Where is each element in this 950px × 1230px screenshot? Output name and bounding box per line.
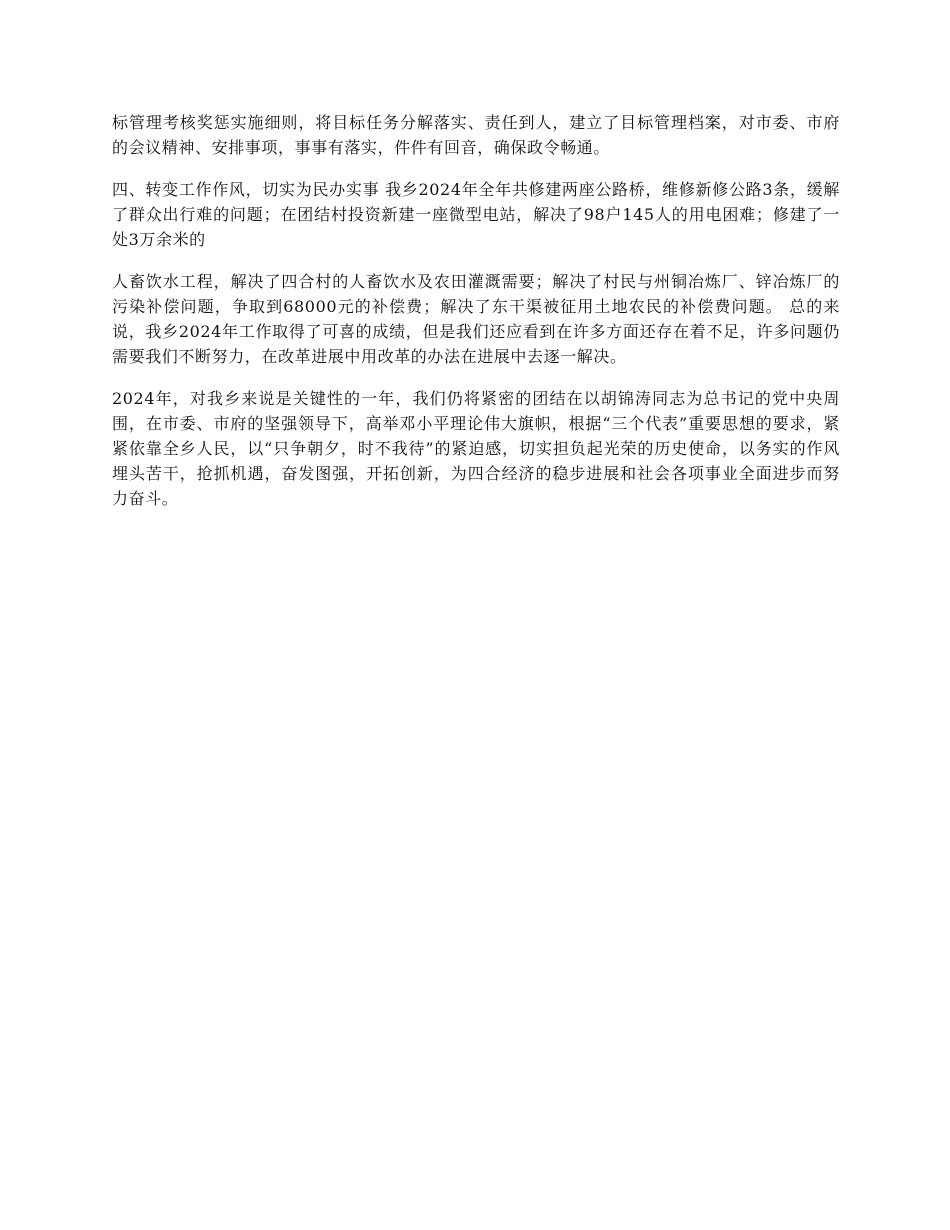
document-body [112, 110, 840, 528]
paragraph-1: 标管理考核奖惩实施细则，将目标任务分解落实、责任到人，建立了目标管理档案，对市委、市府的会议精神、安排事项，事事有落实，件件有回音，确保政令畅通。 [112, 113, 840, 157]
paragraph-2: 四、转变工作作风，切实为民办实事 我乡2024年全年共修建两座公路桥，维修新修公路3条，缓解了群众出行难的问题；在团结村投资新建一座微型电站，解决了98户145人的用电困难；修建了一处3万余米的 [112, 180, 840, 249]
paragraph-4: 2024年，对我乡来说是关键性的一年，我们仍将紧密的团结在以胡锦涛同志为总书记的党中央周围，在市委、市府的坚强领导下，高举邓小平理论伟大旗帜，根据“三个代表”重要思想的要求，紧紧依靠全乡人民，以“只争朝夕，时不我待”的紧迫感，切实担负起光荣的历史使命，以务实的作风埋头苦干，抢抓机遇，奋发图强，开拓创新，为四合经济的稳步进展和社会各项事业全面进步而努力奋斗。 [112, 389, 840, 508]
paragraph-3: 人畜饮水工程，解决了四合村的人畜饮水及农田灌溉需要；解决了村民与州铜冶炼厂、锌冶炼厂的污染补偿问题，争取到68000元的补偿费；解决了东干渠被征用土地农民的补偿费问题。 总的来说，我乡2024年工作取得了可喜的成绩，但是我们还应看到在许多方面还存在着不足，许多问题仍需要我们不断努力，在改革进展中用改革的办法在进展中去逐一解决。 [112, 272, 840, 366]
